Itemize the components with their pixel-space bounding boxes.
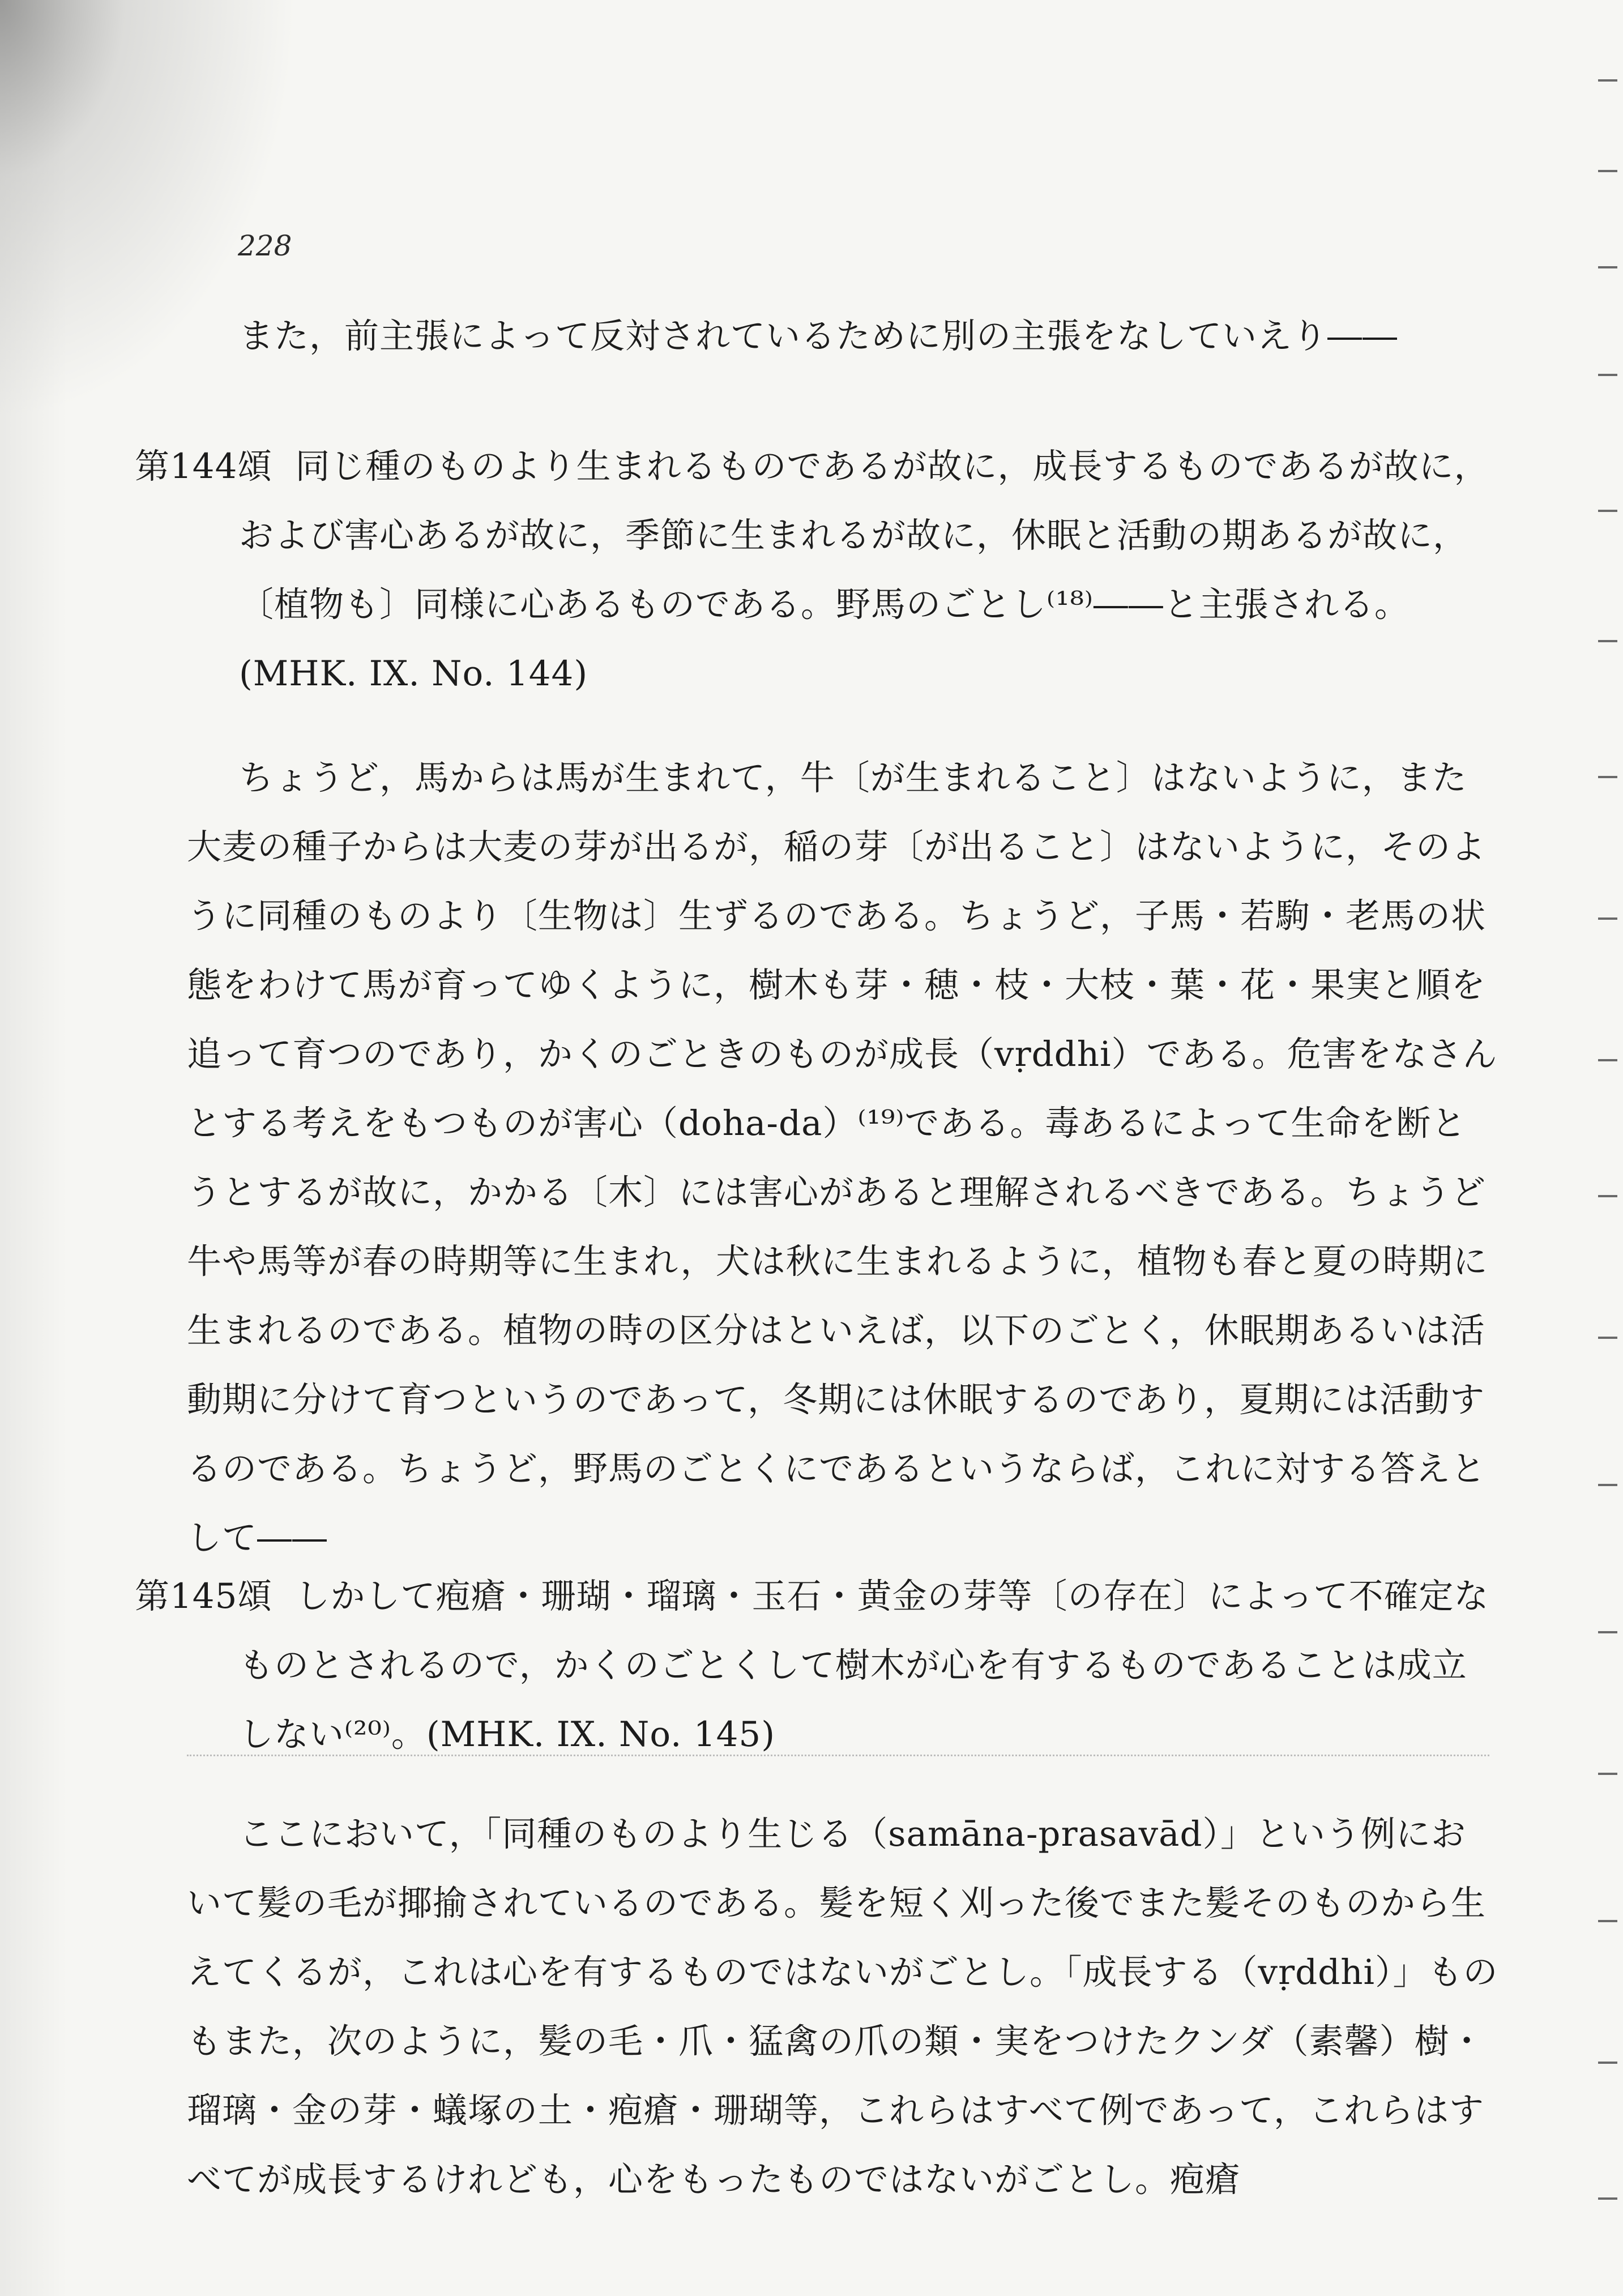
commentary-paragraph-1	[187, 744, 1501, 1573]
commentary-1-text: ちょうど，馬からは馬が生まれて，牛〔が生まれること〕はないように，また大麦の種子からは大麦の芽が出るが，稲の芽〔が出ること〕はないように，そのように同種のものより〔生物は〕生ずるのである。ちょうど，子馬・若駒・老馬の状態をわけて馬が育ってゆくように，樹木も芽・穂・枝・大枝・葉・花・果実と順を追って育つのであり，かくのごときのものが成長（vṛddhi）である。危害をなさんとする考えをもつものが害心（doha-da）⁽¹⁹⁾である。毒あるによって生命を断とうとするが故に，かかる〔木〕には害心があると理解されるべきである。ちょうど牛や馬等が春の時期等に生まれ，犬は秋に生まれるように，植物も春と夏の時期に生まれるのである。植物の時の区分はといえば，以下のごとく，休眠期あるいは活動期に分けて育つというのであって，冬期には休眠するのであり，夏期には活動するのである。ちょうど，野馬のごとくにであるというならば，これに対する答えとして――	[187, 758, 1498, 1558]
verse-145-text: しかして疱瘡・珊瑚・瑠璃・玉石・黄金の芽等〔の存在〕によって不確定なものとされるので，かくのごとくして樹木が心を有するものであることは成立しない⁽²⁰⁾。(MHK. IX. No. 145)	[239, 1576, 1489, 1755]
verse-144	[135, 432, 1501, 709]
verse-144-label: 第144頌	[135, 446, 273, 486]
section-divider	[187, 1755, 1489, 1756]
scan-edge-marks	[1589, 0, 1623, 2296]
commentary-paragraph-2	[187, 1800, 1501, 2214]
verse-145	[135, 1562, 1501, 1769]
commentary-2-text: ここにおいて，「同種のものより生じる（samāna-prasavād）」という例において髪の毛が揶揄されているのである。髪を短く刈った後でまた髪そのものから生えてくるが，これは心を有するものではないがごとし。「成長する（vṛddhi）」ものもまた，次のように，髪の毛・爪・猛禽の爪の類・実をつけたクンダ（素馨）樹・瑠璃・金の芽・蟻塚の土・疱瘡・珊瑚等，これらはすべて例であって，これらはすべてが成長するけれども，心をもったものではないがごとし。疱瘡	[187, 1814, 1498, 2200]
intro-line: また，前主張によって反対されているために別の主張をなしていえり――	[239, 316, 1398, 356]
verse-144-text: 同じ種のものより生まれるものであるが故に，成長するものであるが故に，および害心あるが故に，季節に生まれるが故に，休眠と活動の期あるが故に，〔植物も〕同様に心あるものである。野馬のごとし⁽¹⁸⁾――と主張される。(MHK. IX. No. 144)	[239, 446, 1489, 694]
page-number: 228	[238, 229, 292, 262]
intro-paragraph	[187, 302, 1501, 371]
verse-145-label: 第145頌	[135, 1576, 273, 1616]
